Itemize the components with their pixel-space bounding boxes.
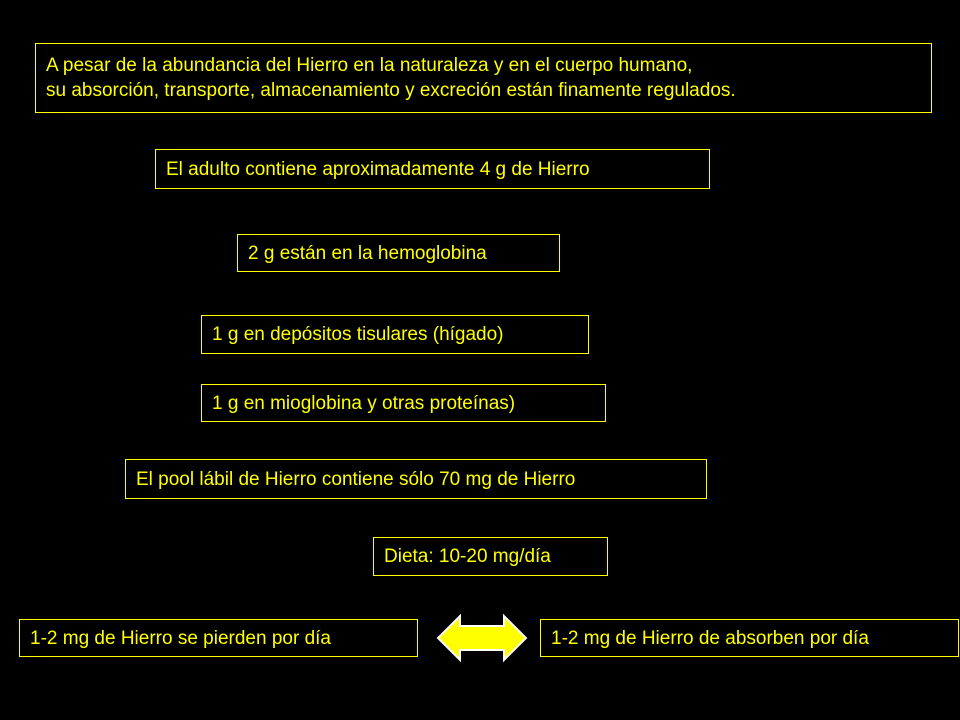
tissue-deposits-box <box>201 315 589 354</box>
hemoglobin-iron-text: 2 g están en la hemoglobina <box>248 242 487 264</box>
labile-pool-text: El pool lábil de Hierro contiene sólo 70 mg de Hierro <box>136 468 576 490</box>
iron-absorbed-text: 1-2 mg de Hierro de absorben por día <box>551 627 869 649</box>
adult-iron-total-text: El adulto contiene aproximadamente 4 g de Hierro <box>166 158 590 180</box>
iron-lost-box <box>19 619 418 657</box>
double-arrow-icon <box>436 613 528 663</box>
diet-box <box>373 537 608 576</box>
iron-lost-text: 1-2 mg de Hierro se pierden por día <box>30 627 331 649</box>
diet-text: Dieta: 10-20 mg/día <box>384 546 551 567</box>
myoglobin-text: 1 g en mioglobina y otras proteínas) <box>212 392 516 414</box>
tissue-deposits-text: 1 g en depósitos tisulares (hígado) <box>212 324 504 345</box>
intro-line-2: su absorción, transporte, almacenamiento y excreción están finamente regulados. <box>46 80 736 101</box>
double-arrow-shape <box>438 616 526 660</box>
intro-text-box <box>35 43 932 113</box>
hemoglobin-iron-box <box>237 234 560 272</box>
labile-pool-box <box>125 459 707 499</box>
myoglobin-box <box>201 384 606 422</box>
iron-absorbed-box <box>540 619 959 657</box>
intro-line-1: A pesar de la abundancia del Hierro en la naturaleza y en el cuerpo humano, <box>46 55 693 76</box>
adult-iron-total-box <box>155 149 710 189</box>
